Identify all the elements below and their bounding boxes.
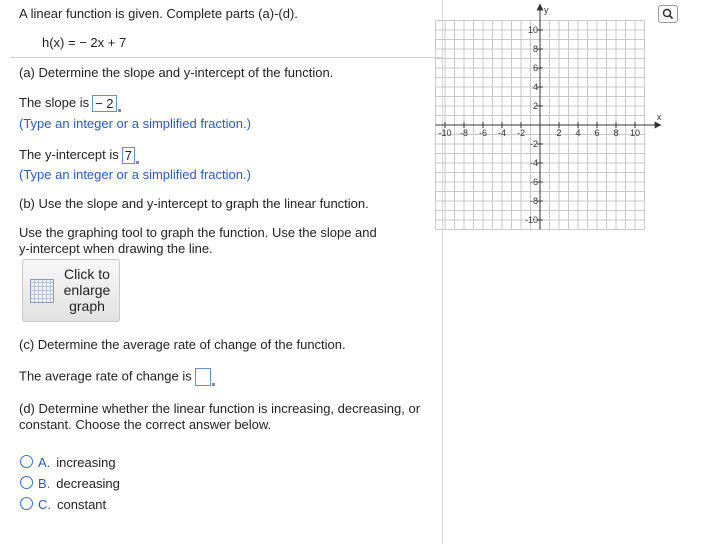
- x-tick-label: -2: [516, 128, 526, 138]
- y-tick-label: 10: [527, 25, 538, 35]
- slope-row: [19, 95, 121, 112]
- option-c-text: constant: [57, 497, 107, 512]
- intercept-answer-box[interactable]: 7: [122, 147, 135, 164]
- slope-hint: (Type an integer or a simplified fraction.): [19, 116, 251, 131]
- y-tick-label: 4: [532, 82, 538, 92]
- part-b-instruction-1: Use the graphing tool to graph the function. Use the slope and: [19, 225, 377, 240]
- enlarge-graph-label: Click to enlarge graph: [63, 266, 111, 314]
- rate-answer-box[interactable]: [195, 368, 211, 386]
- option-b[interactable]: [20, 476, 120, 491]
- option-b-letter: B.: [38, 476, 51, 491]
- y-tick-label: -2: [529, 139, 538, 149]
- y-tick-label: 8: [532, 44, 538, 54]
- option-c[interactable]: [20, 497, 106, 512]
- x-tick-label: 4: [575, 128, 581, 138]
- y-tick-label: -8: [529, 196, 538, 206]
- radio-a[interactable]: [20, 455, 33, 468]
- graph-thumbnail-icon: [30, 279, 54, 303]
- slope-answer-box[interactable]: − 2: [92, 95, 116, 112]
- option-a-text: increasing: [56, 455, 116, 470]
- option-a-letter: A.: [38, 455, 51, 470]
- coordinate-grid[interactable]: [438, 4, 680, 230]
- y-tick-label: 2: [532, 101, 538, 111]
- radio-b[interactable]: [20, 476, 33, 489]
- x-axis-label: x: [656, 112, 662, 122]
- intercept-label: The y-intercept is: [19, 147, 119, 162]
- option-c-letter: C.: [38, 497, 51, 512]
- option-a[interactable]: [20, 455, 116, 470]
- x-tick-label: -8: [459, 128, 469, 138]
- y-tick-label: -10: [524, 215, 538, 225]
- x-tick-label: -6: [478, 128, 488, 138]
- intro-divider: [10, 57, 442, 58]
- x-tick-label: 2: [556, 128, 562, 138]
- axes: [436, 3, 662, 229]
- option-b-text: decreasing: [56, 476, 120, 491]
- part-b-prompt: (b) Use the slope and y-intercept to graph the linear function.: [19, 196, 369, 211]
- part-b-instruction-2: y-intercept when drawing the line.: [19, 241, 213, 256]
- slope-label: The slope is: [19, 95, 90, 110]
- x-tick-label: 6: [594, 128, 600, 138]
- slope-status-dot: [118, 109, 121, 112]
- x-tick-label: 8: [613, 128, 619, 138]
- question-intro: A linear function is given. Complete parts (a)-(d).: [19, 6, 298, 21]
- y-tick-label: -4: [529, 158, 538, 168]
- y-tick-label: -6: [529, 177, 538, 187]
- intercept-row: [19, 147, 139, 164]
- pane-divider: [442, 0, 443, 544]
- radio-c[interactable]: [20, 497, 33, 510]
- y-axis-label: y: [544, 4, 549, 15]
- part-d-prompt-2: constant. Choose the correct answer below.: [19, 417, 272, 432]
- part-d-prompt-1: (d) Determine whether the linear function is increasing, decreasing, or: [19, 401, 421, 416]
- x-tick-label: 10: [629, 128, 641, 138]
- function-expression: h(x) = − 2x + 7: [42, 35, 127, 50]
- y-axis-arrow: [537, 3, 544, 10]
- intercept-hint: (Type an integer or a simplified fraction.): [19, 167, 251, 182]
- rate-label: The average rate of change is: [19, 368, 192, 384]
- part-c-prompt: (c) Determine the average rate of change of the function.: [19, 337, 346, 352]
- enlarge-graph-button[interactable]: [22, 259, 120, 322]
- x-tick-label: -4: [497, 128, 507, 138]
- rate-status-dot: [212, 383, 215, 386]
- x-axis-arrow: [655, 122, 662, 129]
- y-tick-label: 6: [532, 63, 538, 73]
- rate-row: [19, 368, 215, 386]
- x-tick-label: -10: [438, 128, 452, 138]
- part-a-prompt: (a) Determine the slope and y-intercept of the function.: [19, 65, 334, 80]
- intercept-status-dot: [136, 161, 139, 164]
